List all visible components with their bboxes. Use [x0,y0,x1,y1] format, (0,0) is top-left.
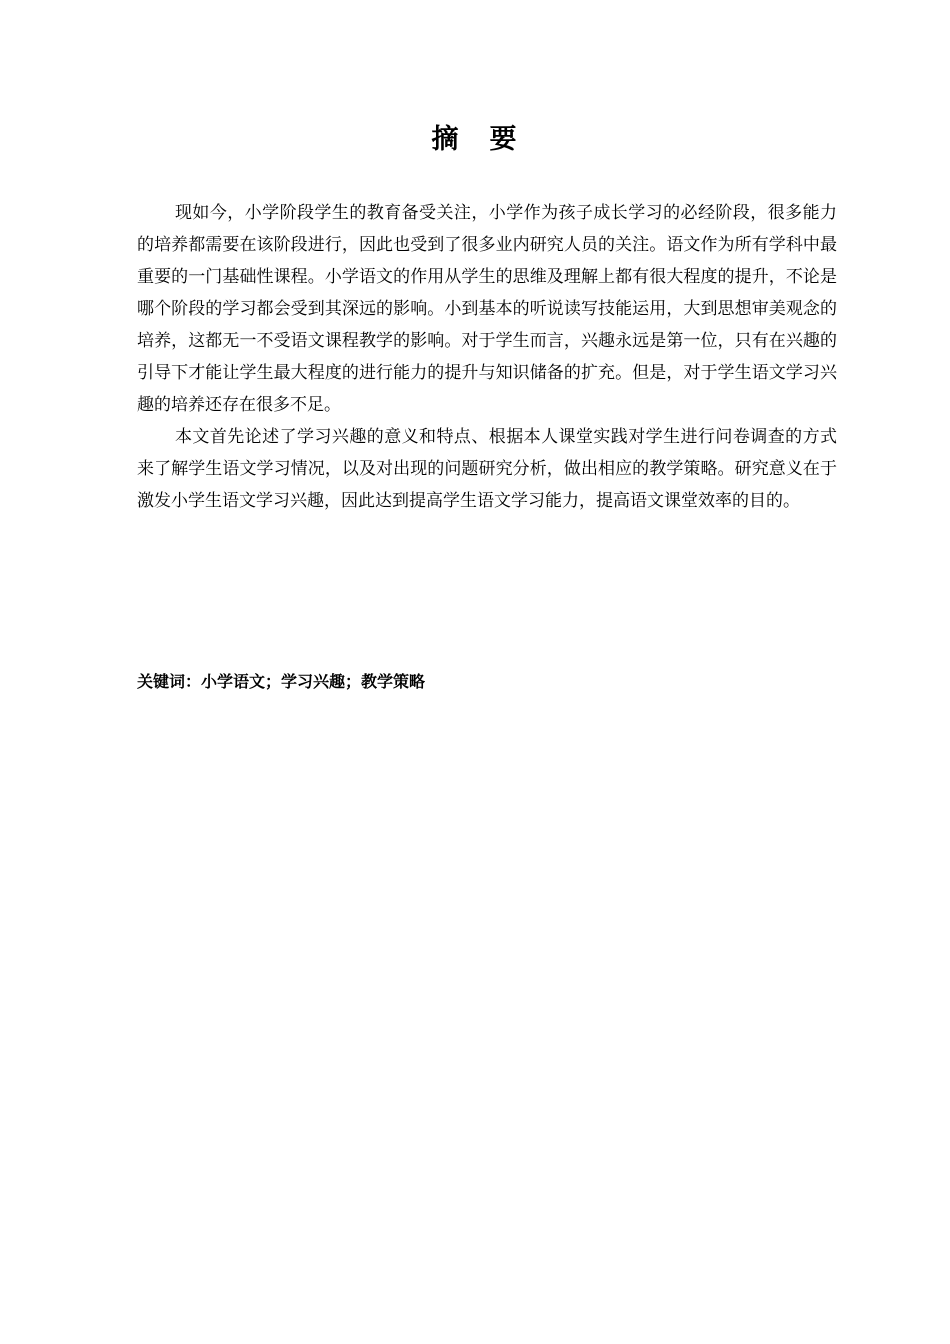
keywords-label: 关键词： [137,672,202,691]
abstract-body [137,197,837,517]
abstract-title: 摘 要 [431,124,519,155]
keywords-line [137,667,837,697]
abstract-paragraph-1: 现如今，小学阶段学生的教育备受关注，小学作为孩子成长学习的必经阶段，很多能力的培养都需要在该阶段进行，因此也受到了很多业内研究人员的关注。语文作为所有学科中最重要的一门基础性课程。小学语文的作用从学生的思维及理解上都有很大程度的提升，不论是哪个阶段的学习都会受到其深远的影响。小到基本的听说读写技能运用，大到思想审美观念的培养，这都无一不受语文课程教学的影响。对于学生而言，兴趣永远是第一位，只有在兴趣的引导下才能让学生最大程度的进行能力的提升与知识储备的扩充。但是，对于学生语文学习兴趣的培养还存在很多不足。 [137,203,837,415]
keywords-text: 小学语文；学习兴趣；教学策略 [201,672,426,691]
abstract-paragraph-2: 本文首先论述了学习兴趣的意义和特点、根据本人课堂实践对学生进行问卷调查的方式来了解学生语文学习情况，以及对出现的问题研究分析，做出相应的教学策略。研究意义在于激发小学生语文学习兴趣，因此达到提高学生语文学习能力，提高语文课堂效率的目的。 [137,427,837,511]
